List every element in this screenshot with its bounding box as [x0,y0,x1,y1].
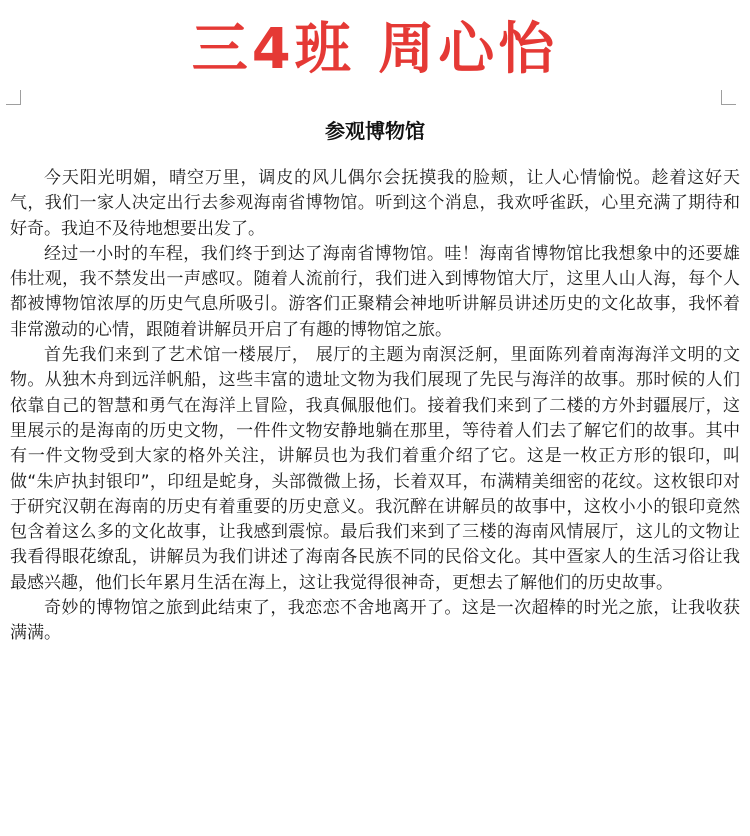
essay-paragraph-2: 经过一小时的车程，我们终于到达了海南省博物馆。哇！海南省博物馆比我想象中的还要雄伟壮观，我不禁发出一声感叹。随着人流前行，我们进入到博物馆大厅，这里人山人海，每个人都被博物馆浓厚的历史气息所吸引。游客们正聚精会神地听讲解员讲述历史的文化故事，我怀着非常激动的心情，跟随着讲解员开启了有趣的博物馆之旅。 [10,243,740,340]
student-label: 三4班 周心怡 [191,17,559,82]
essay-paragraph-1: 今天阳光明媚，晴空万里，调皮的风儿偶尔会抚摸我的脸颊，让人心情愉悦。趁着这好天气，我们一家人决定出行去参观海南省博物馆。听到这个消息，我欢呼雀跃，心里充满了期待和好奇。我迫不及待地想要出发了。 [10,168,740,239]
essay-paragraph-4: 奇妙的博物馆之旅到此结束了，我恋恋不舍地离开了。这是一次超棒的时光之旅，让我收获满满。 [10,598,740,644]
essay-body [10,166,740,647]
essay-paragraph-3: 首先我们来到了艺术馆一楼展厅， 展厅的主题为南溟泛舸，里面陈列着南海海洋文明的文物。从独木舟到远洋帆船，这些丰富的遗址文物为我们展现了先民与海洋的故事。那时候的人们依靠自己的智慧和勇气在海洋上冒险，我真佩服他们。接着我们来到了二楼的方外封疆展厅，这里展示的是海南的历史文物，一件件文物安静地躺在那里，等待着人们去了解它们的故事。其中有一件文物受到大家的格外关注，讲解员也为我们着重介绍了它。这是一枚正方形的银印，叫做“朱庐执封银印”，印纽是蛇身，头部微微上扬，长着双耳，布满精美细密的花纹。这枚银印对于研究汉朝在海南的历史有着重要的历史意义。我沉醉在讲解员的故事中，这枚小小的银印竟然包含着这么多的文化故事，让我感到震惊。最后我们来到了三楼的海南风情展厅，这儿的文物让我看得眼花缭乱，讲解员为我们讲述了海南各民族不同的民俗文化。其中疍家人的生活习俗让我最感兴趣，他们长年累月生活在海上，这让我觉得很神奇，更想去了解他们的历史故事。 [10,345,740,593]
essay-title: 参观博物馆 [325,119,425,143]
crop-mark-right [721,90,736,105]
crop-mark-left [6,90,21,105]
